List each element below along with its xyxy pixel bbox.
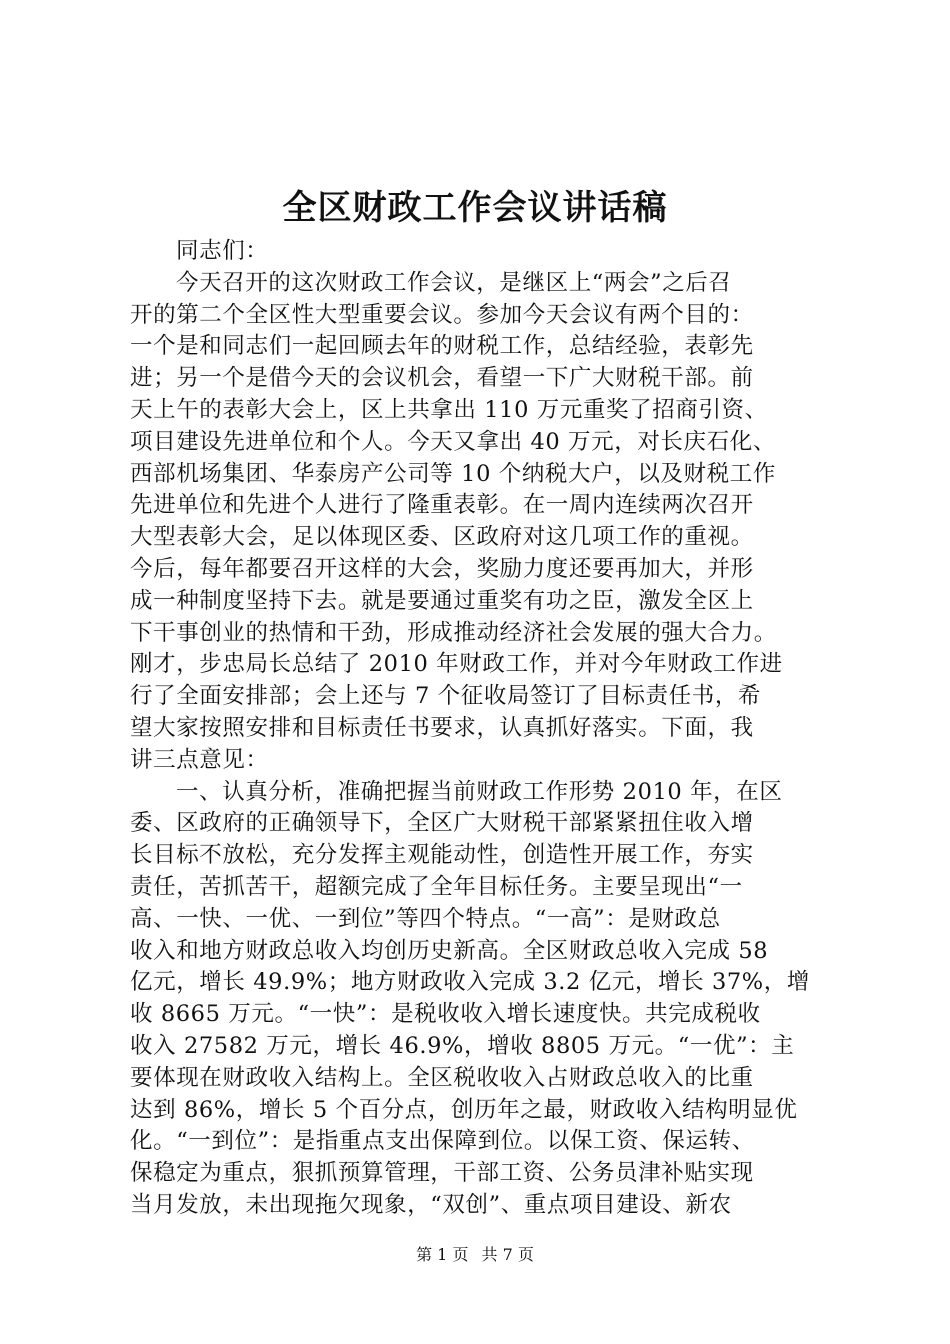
text-line: 亿元，增长 49.9%；地方财政收入完成 3.2 亿元，增长 37%，增: [130, 969, 810, 996]
text-line: 今后，每年都要召开这样的大会，奖励力度还要再加大，并形: [130, 555, 754, 582]
text-line: 化。“一到位”：是指重点支出保障到位。以保工资、保运转、: [130, 1128, 755, 1155]
text-line: 收 8665 万元。“一快”：是税收收入增长速度快。共完成税收: [130, 1001, 761, 1028]
text-line: 要体现在财政收入结构上。全区税收收入占财政总收入的比重: [130, 1064, 754, 1091]
text-line: 同志们：: [176, 238, 269, 264]
text-line: 开的第二个全区性大型重要会议。参加今天会议有两个目的：: [130, 301, 754, 328]
text-line: 先进单位和先进个人进行了隆重表彰。在一周内连续两次召开: [130, 492, 754, 519]
page-footer: [0, 1244, 950, 1266]
text-line: 项目建设先进单位和个人。今天又拿出 40 万元，对长庆石化、: [130, 428, 776, 455]
text-line: 刚才，步忠局长总结了 2010 年财政工作，并对今年财政工作进: [130, 651, 783, 678]
text-line: 高、一快、一优、一到位”等四个特点。“一高”：是财政总: [130, 905, 721, 932]
text-line: 收入 27582 万元，增长 46.9%，增收 8805 万元。“一优”：主: [130, 1032, 795, 1059]
page-total: 共 7 页: [481, 1245, 534, 1264]
text-line: 成一种制度坚持下去。就是要通过重奖有功之臣，激发全区上: [130, 587, 754, 614]
text-line: 保稳定为重点，狠抓预算管理，干部工资、公务员津补贴实现: [130, 1160, 754, 1187]
text-line: 讲三点意见：: [130, 746, 269, 773]
document-body: [130, 236, 830, 1222]
text-line: 责任，苦抓苦干，超额完成了全年目标任务。主要呈现出“一: [130, 873, 743, 900]
text-line: 下干事创业的热情和干劲，形成推动经济社会发展的强大合力。: [130, 619, 777, 646]
text-line: 一个是和同志们一起回顾去年的财税工作，总结经验，表彰先: [130, 333, 754, 360]
text-line: 今天召开的这次财政工作会议，是继区上“两会”之后召: [176, 269, 732, 296]
text-line: 收入和地方财政总收入均创历史新高。全区财政总收入完成 58: [130, 937, 769, 964]
text-line: 长目标不放松，充分发挥主观能动性，创造性开展工作，夯实: [130, 842, 754, 869]
text-line: 一、认真分析，准确把握当前财政工作形势 2010 年，在区: [176, 778, 783, 805]
text-line: 西部机场集团、华泰房产公司等 10 个纳税大户，以及财税工作: [130, 460, 776, 487]
page-number: 第 1 页: [416, 1245, 469, 1264]
text-line: 进；另一个是借今天的会议机会，看望一下广大财税干部。前: [130, 365, 754, 392]
text-line: 大型表彰大会，足以体现区委、区政府对这几项工作的重视。: [130, 524, 754, 551]
text-line: 望大家按照安排和目标责任书要求，认真抓好落实。下面，我: [130, 714, 754, 741]
text-line: 当月发放，未出现拖欠现象，“双创”、重点项目建设、新农: [130, 1191, 732, 1218]
text-line: 行了全面安排部；会上还与 7 个征收局签订了目标责任书，希: [130, 683, 762, 710]
document-title: 全区财政工作会议讲话稿: [282, 188, 668, 228]
text-line: 天上午的表彰大会上，区上共拿出 110 万元重奖了招商引资、: [130, 396, 768, 423]
text-line: 委、区政府的正确领导下，全区广大财税干部紧紧扭住收入增: [130, 810, 754, 837]
text-line: 达到 86%，增长 5 个百分点，创历年之最，财政收入结构明显优: [130, 1096, 798, 1123]
